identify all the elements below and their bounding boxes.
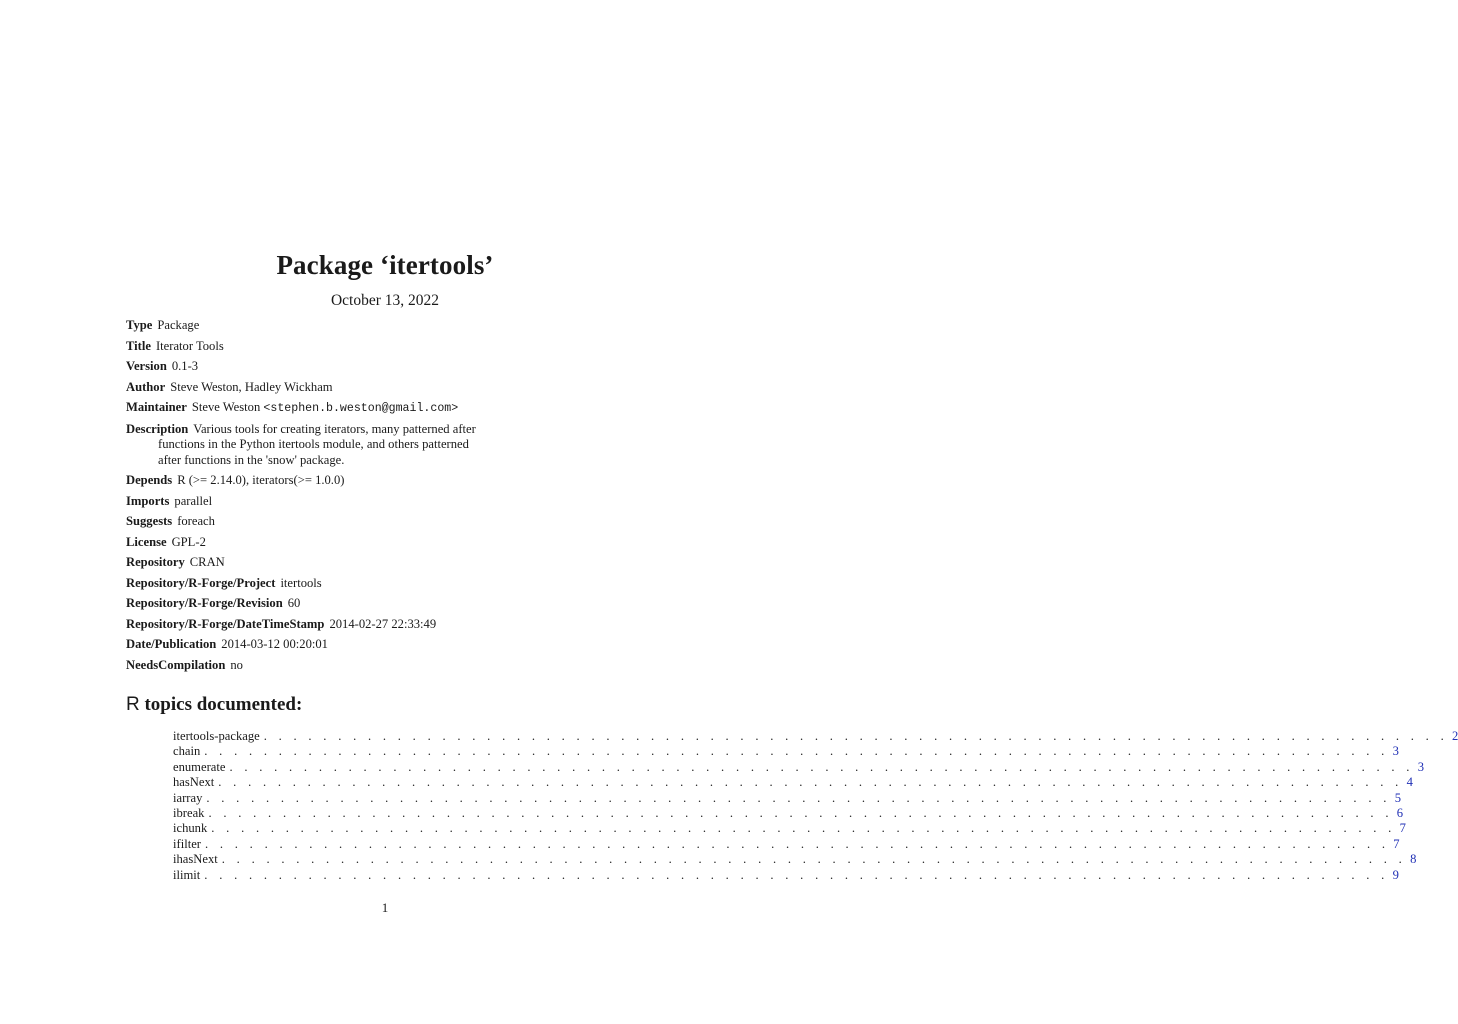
field-key: Depends	[126, 473, 173, 487]
field-maintainer	[126, 400, 526, 417]
toc-page-link[interactable]: 8	[1410, 852, 1417, 867]
toc-row[interactable]	[173, 790, 1401, 806]
field-suggests	[126, 514, 526, 530]
toc-dot-leader: . . . . . . . . . . . . . . . . . . . . . . . . . . . . . . . . . . . . . . . . . . . . . . . . . . . . . . . . . . . . . . . . . . . . . . . . . . . . . . . .	[204, 744, 1389, 759]
field-title	[126, 339, 526, 355]
field-depends	[126, 473, 526, 489]
toc-dot-leader: . . . . . . . . . . . . . . . . . . . . . . . . . . . . . . . . . . . . . . . . . . . . . . . . . . . . . . . . . . . . . . . . . . . . . . . . . . . . . . . .	[208, 805, 1393, 820]
field-key: NeedsCompilation	[126, 657, 226, 672]
field-key: Date/Publication	[126, 637, 217, 651]
field-key: Type	[126, 318, 153, 332]
field-author	[126, 380, 526, 396]
toc-row[interactable]	[173, 821, 1406, 836]
field-rforge-datetimestamp	[126, 617, 526, 633]
toc-topic-name: hasNext	[173, 775, 215, 790]
topics-heading-text: topics documented:	[139, 694, 303, 715]
page-number: 1	[381, 900, 389, 915]
toc-page-link[interactable]: 3	[1392, 744, 1399, 759]
toc-row[interactable]	[173, 744, 1399, 759]
toc-dot-leader: . . . . . . . . . . . . . . . . . . . . . . . . . . . . . . . . . . . . . . . . . . . . . . . . . . . . . . . . . . . . . . . . . . . . . . . . . . . . . . . .	[204, 836, 1390, 851]
field-value: GPL-2	[171, 534, 206, 549]
toc-page-link[interactable]: 5	[1394, 790, 1401, 805]
field-description	[126, 422, 526, 469]
toc-row[interactable]	[173, 805, 1404, 821]
field-key: Imports	[126, 493, 170, 508]
field-value: Steve Weston, Hadley Wickham	[170, 379, 333, 394]
field-value: Package	[157, 318, 200, 332]
toc-page-link[interactable]: 6	[1396, 805, 1404, 820]
toc-topic-name: ibreak	[173, 805, 205, 820]
field-value: parallel	[174, 493, 213, 508]
field-key: Repository/R-Forge/Project	[126, 575, 276, 590]
toc-topic-name: ihasNext	[173, 852, 218, 867]
field-key: Repository/R-Forge/Revision	[126, 596, 283, 610]
toc-page-link[interactable]: 2	[1452, 729, 1458, 743]
toc-dot-leader: . . . . . . . . . . . . . . . . . . . . . . . . . . . . . . . . . . . . . . . . . . . . . . . . . . . . . . . . . . . . . . . . . . . . . . . . . . . . . . . .	[211, 821, 1396, 836]
toc-row[interactable]	[173, 852, 1417, 867]
description-first-line	[126, 422, 526, 438]
field-key: License	[126, 534, 167, 549]
toc-row[interactable]	[173, 775, 1413, 790]
field-value: foreach	[177, 514, 215, 528]
field-key: Repository	[126, 555, 185, 569]
field-version	[126, 359, 526, 375]
toc-dot-leader: . . . . . . . . . . . . . . . . . . . . . . . . . . . . . . . . . . . . . . . . . . . . . . . . . . . . . . . . . . . . . . . . . . . . . . . . . . . . . . . .	[221, 852, 1407, 867]
field-value: 2014-02-27 22:33:49	[329, 616, 437, 631]
toc-dot-leader: . . . . . . . . . . . . . . . . . . . . . . . . . . . . . . . . . . . . . . . . . . . . . . . . . . . . . . . . . . . . . . . . . . . . . . . . . . . . . . . .	[229, 759, 1414, 774]
field-rforge-revision	[126, 596, 526, 612]
toc-topic-name: ifilter	[173, 836, 201, 851]
field-value: no	[230, 657, 243, 672]
field-needs-compilation	[126, 658, 526, 674]
toc-topic-name: iarray	[173, 790, 203, 805]
toc-row[interactable]	[173, 759, 1425, 775]
toc-row[interactable]	[173, 836, 1400, 852]
toc-row[interactable]	[173, 729, 1458, 744]
topics-list	[173, 729, 1458, 883]
field-value: Iterator Tools	[155, 338, 224, 353]
toc-page-link[interactable]: 9	[1392, 867, 1399, 882]
field-key: Repository/R-Forge/DateTimeStamp	[126, 616, 325, 631]
field-key: Suggests	[126, 514, 173, 528]
description-line: Various tools for creating iterators, many patterned after	[193, 421, 476, 436]
topics-heading-r: R	[126, 694, 140, 715]
maintainer-email: <stephen.b.weston@gmail.com>	[263, 402, 459, 415]
toc-topic-name: itertools-package	[173, 729, 260, 743]
toc-dot-leader: . . . . . . . . . . . . . . . . . . . . . . . . . . . . . . . . . . . . . . . . . . . . . . . . . . . . . . . . . . . . . . . . . . . . . . . . . . . . . . . .	[218, 775, 1403, 790]
toc-topic-name: ilimit	[173, 867, 201, 882]
description-line: functions in the Python itertools module, and others patterned	[158, 437, 469, 451]
field-key: Maintainer	[126, 400, 187, 414]
toc-topic-name: chain	[173, 744, 201, 759]
toc-dot-leader: . . . . . . . . . . . . . . . . . . . . . . . . . . . . . . . . . . . . . . . . . . . . . . . . . . . . . . . . . . . . . . . . . . . . . . . . . . . . . . . .	[206, 790, 1391, 805]
toc-page-link[interactable]: 7	[1399, 821, 1406, 836]
field-key: Version	[126, 359, 167, 373]
toc-dot-leader: . . . . . . . . . . . . . . . . . . . . . . . . . . . . . . . . . . . . . . . . . . . . . . . . . . . . . . . . . . . . . . . . . . . . . . . . . . . . . . . .	[263, 729, 1449, 743]
toc-row[interactable]	[173, 867, 1399, 883]
topics-heading	[126, 694, 302, 716]
field-license	[126, 535, 526, 551]
field-repository	[126, 555, 526, 571]
package-date: October 13, 2022	[330, 292, 440, 309]
field-value: R (>= 2.14.0), iterators(>= 1.0.0)	[177, 473, 345, 487]
field-value: 2014-03-12 00:20:01	[221, 637, 328, 651]
toc-topic-name: ichunk	[173, 821, 208, 836]
field-value: 60	[287, 596, 301, 610]
field-type	[126, 318, 526, 334]
field-key: Description	[126, 421, 189, 436]
field-key: Author	[126, 379, 166, 394]
toc-page-link[interactable]: 7	[1393, 836, 1400, 851]
toc-page-link[interactable]: 4	[1406, 775, 1413, 790]
field-rforge-project	[126, 576, 526, 592]
field-value: itertools	[280, 575, 322, 590]
field-imports	[126, 494, 526, 510]
description-line: after functions in the 'snow' package.	[158, 452, 345, 467]
toc-topic-name: enumerate	[173, 759, 226, 774]
field-date-publication	[126, 637, 526, 653]
field-value: 0.1-3	[171, 359, 199, 373]
package-title: Package ‘itertools’	[276, 250, 494, 280]
field-value: Steve Weston	[191, 400, 261, 414]
description-fields	[126, 318, 526, 678]
toc-dot-leader: . . . . . . . . . . . . . . . . . . . . . . . . . . . . . . . . . . . . . . . . . . . . . . . . . . . . . . . . . . . . . . . . . . . . . . . . . . . . . . . .	[204, 867, 1389, 882]
field-key: Title	[126, 338, 151, 353]
field-value: CRAN	[189, 555, 225, 569]
toc-page-link[interactable]: 3	[1417, 759, 1425, 774]
